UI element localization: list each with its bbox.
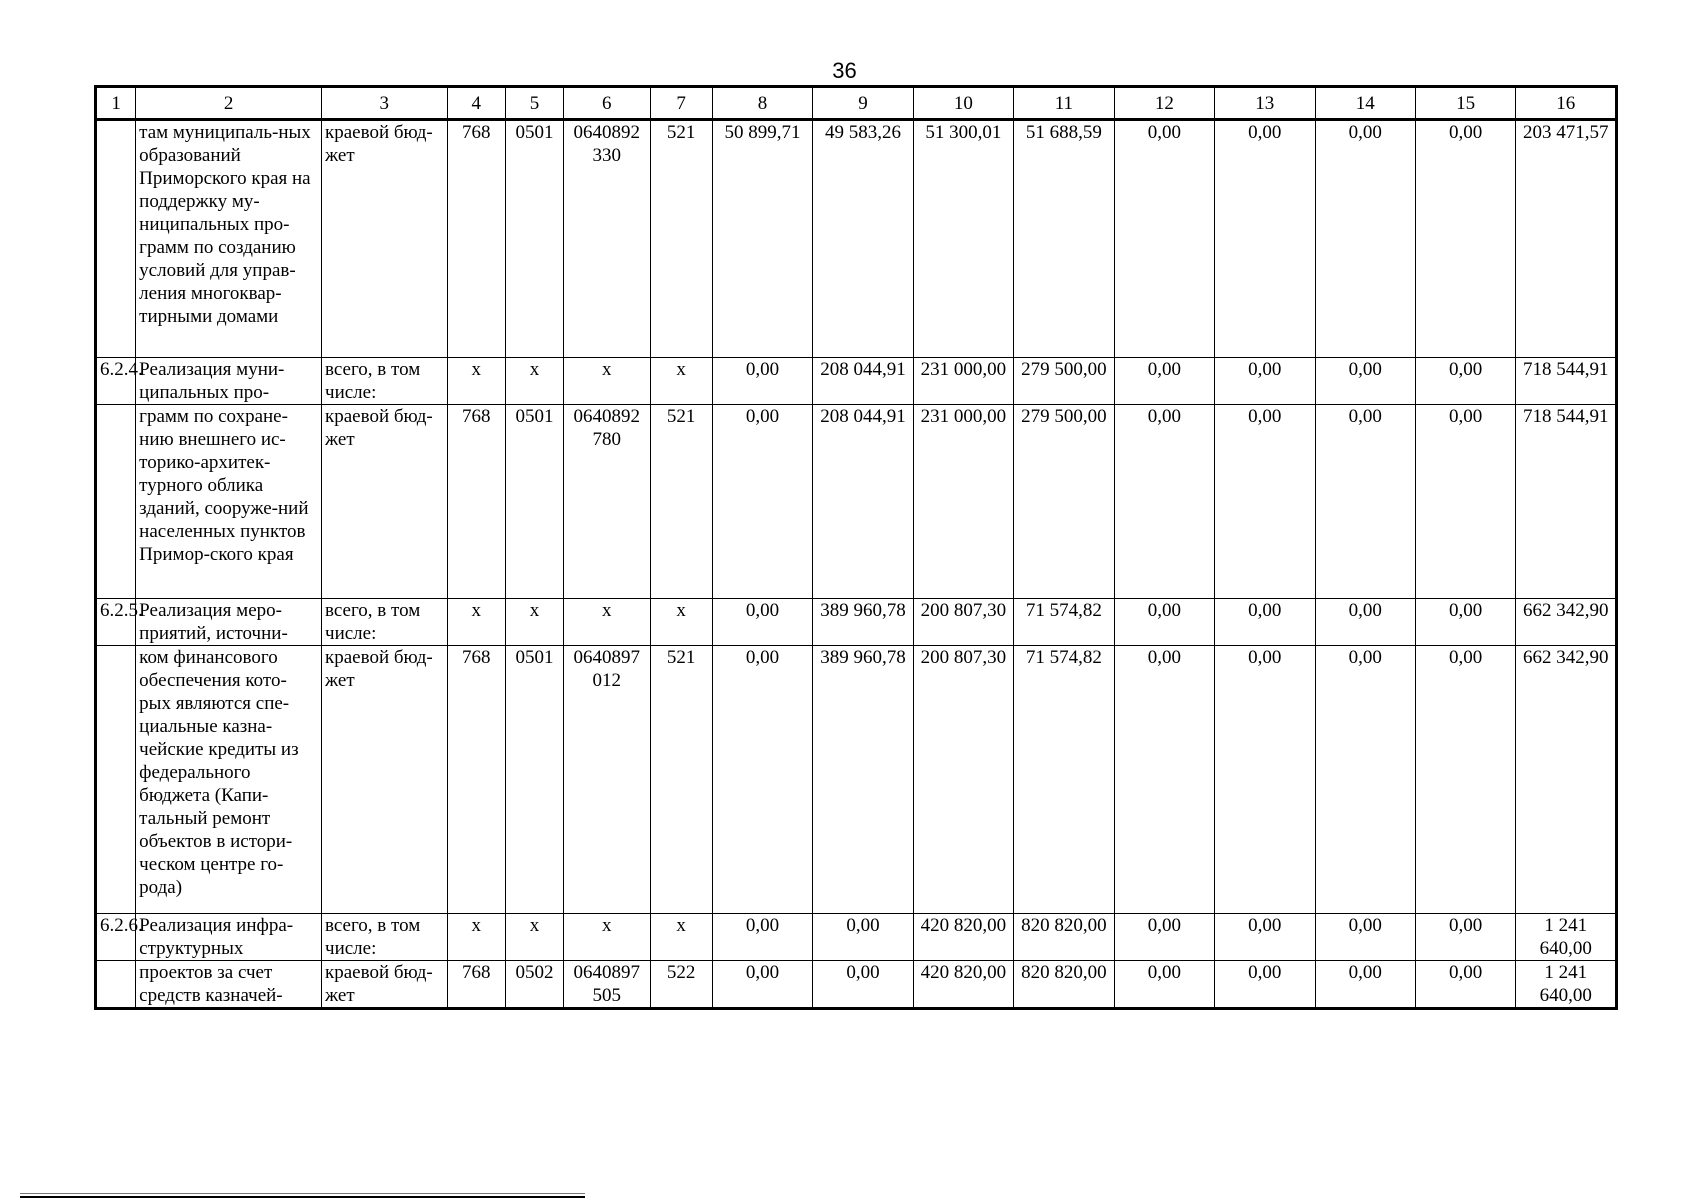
table-cell: x: [505, 599, 563, 646]
table-cell: 662 342,90: [1516, 599, 1617, 646]
table-cell: краевой бюд-жет: [322, 646, 448, 914]
budget-table: [94, 85, 1618, 1010]
table-cell: 0,00: [1315, 405, 1415, 599]
table-cell: краевой бюд-жет: [322, 961, 448, 1009]
table-cell: 768: [447, 405, 505, 599]
column-header: 7: [650, 87, 712, 120]
table-cell: 0,00: [1114, 914, 1214, 961]
table-cell: Реализация меро-приятий, источни-: [136, 599, 322, 646]
table-cell: 820 820,00: [1014, 961, 1114, 1009]
table-cell: 231 000,00: [913, 358, 1013, 405]
table-cell: 279 500,00: [1014, 358, 1114, 405]
table-row: [96, 599, 1617, 646]
table-row: [96, 914, 1617, 961]
table-cell: 820 820,00: [1014, 914, 1114, 961]
table-cell: 0,00: [1315, 961, 1415, 1009]
table-cell: 0501: [505, 646, 563, 914]
header-row: [96, 87, 1617, 120]
table-cell: 420 820,00: [913, 961, 1013, 1009]
table-cell: всего, в том числе:: [322, 599, 448, 646]
table-cell: 0,00: [712, 646, 812, 914]
table-cell: x: [447, 914, 505, 961]
column-header: 1: [96, 87, 136, 120]
table-cell: 0640892 330: [564, 120, 650, 358]
table-cell: 71 574,82: [1014, 646, 1114, 914]
table-cell: 0,00: [712, 914, 812, 961]
table-cell: x: [447, 358, 505, 405]
table-cell: 662 342,90: [1516, 646, 1617, 914]
footer-rule: [20, 1196, 585, 1198]
table-cell: 0,00: [1215, 120, 1315, 358]
table-cell: 0,00: [712, 405, 812, 599]
table-cell: 71 574,82: [1014, 599, 1114, 646]
table-cell: 208 044,91: [813, 358, 913, 405]
table-cell: там муниципаль-ных образований Приморского края на поддержку му-ниципальных про-грамм по созданию условий для управ-ления многоквар-тирными домами: [136, 120, 322, 358]
table-cell: Реализация муни-ципальных про-: [136, 358, 322, 405]
table-cell: 0,00: [1315, 599, 1415, 646]
table-cell: 0,00: [1114, 961, 1214, 1009]
table-cell: Реализация инфра-структурных: [136, 914, 322, 961]
column-header: 6: [564, 87, 650, 120]
table-cell: 0640897 012: [564, 646, 650, 914]
table-cell: 420 820,00: [913, 914, 1013, 961]
table-row: [96, 120, 1617, 358]
table-cell: 0,00: [1415, 120, 1515, 358]
table-cell: 521: [650, 646, 712, 914]
table-row: [96, 961, 1617, 1009]
table-cell: 0,00: [1415, 646, 1515, 914]
table-cell: 0640892 780: [564, 405, 650, 599]
column-header: 9: [813, 87, 913, 120]
column-header: 2: [136, 87, 322, 120]
footer-rule-shadow: [20, 1193, 585, 1194]
table-cell: 0,00: [1215, 961, 1315, 1009]
table-cell: 521: [650, 120, 712, 358]
table-cell: 49 583,26: [813, 120, 913, 358]
table-cell: 0,00: [1415, 599, 1515, 646]
table-cell: 0,00: [712, 599, 812, 646]
table-cell: 208 044,91: [813, 405, 913, 599]
table-cell: 0,00: [1315, 120, 1415, 358]
table-cell: x: [564, 599, 650, 646]
table-cell: проектов за счет средств казначей-: [136, 961, 322, 1009]
table-cell: x: [650, 914, 712, 961]
table-cell: 279 500,00: [1014, 405, 1114, 599]
table-cell: 0,00: [712, 961, 812, 1009]
table-cell: 0,00: [1415, 358, 1515, 405]
table-cell: краевой бюд-жет: [322, 120, 448, 358]
table-cell: x: [505, 914, 563, 961]
column-header: 3: [322, 87, 448, 120]
column-header: 4: [447, 87, 505, 120]
table-row: [96, 405, 1617, 599]
table-cell: 768: [447, 120, 505, 358]
table-cell: x: [564, 914, 650, 961]
table-cell: 0,00: [1114, 599, 1214, 646]
table-cell: 521: [650, 405, 712, 599]
table-cell: 389 960,78: [813, 646, 913, 914]
table-cell: x: [505, 358, 563, 405]
table-cell: 0,00: [1315, 358, 1415, 405]
table-cell: 0501: [505, 120, 563, 358]
table-cell: x: [447, 599, 505, 646]
table-row: [96, 358, 1617, 405]
table-cell: 50 899,71: [712, 120, 812, 358]
column-header: 14: [1315, 87, 1415, 120]
table-cell: [96, 646, 136, 914]
table-cell: 0,00: [1114, 120, 1214, 358]
column-header: 11: [1014, 87, 1114, 120]
table-cell: краевой бюд-жет: [322, 405, 448, 599]
column-header: 8: [712, 87, 812, 120]
table-cell: 6.2.5.: [96, 599, 136, 646]
table-cell: x: [650, 599, 712, 646]
table-cell: 1 241 640,00: [1516, 961, 1617, 1009]
table-cell: 203 471,57: [1516, 120, 1617, 358]
page-number: 36: [832, 58, 857, 83]
table-cell: 51 300,01: [913, 120, 1013, 358]
table-cell: всего, в том числе:: [322, 358, 448, 405]
table-cell: 200 807,30: [913, 599, 1013, 646]
table-cell: 0,00: [1415, 405, 1515, 599]
table-cell: 0,00: [1215, 358, 1315, 405]
table-row: [96, 646, 1617, 914]
table-cell: 0,00: [1215, 646, 1315, 914]
column-header: 13: [1215, 87, 1315, 120]
table-cell: 0,00: [1415, 914, 1515, 961]
table-cell: 0,00: [1215, 405, 1315, 599]
table-cell: 0501: [505, 405, 563, 599]
table-cell: [96, 405, 136, 599]
table-cell: 0,00: [1114, 646, 1214, 914]
table-cell: 522: [650, 961, 712, 1009]
column-header: 16: [1516, 87, 1617, 120]
table-cell: 0,00: [813, 961, 913, 1009]
table-cell: 0,00: [1415, 961, 1515, 1009]
table-cell: [96, 961, 136, 1009]
table-cell: 389 960,78: [813, 599, 913, 646]
column-header: 12: [1114, 87, 1214, 120]
table-cell: 718 544,91: [1516, 405, 1617, 599]
table-cell: 0502: [505, 961, 563, 1009]
table-cell: 6.2.4.: [96, 358, 136, 405]
table-cell: 0640897 505: [564, 961, 650, 1009]
table-cell: 6.2.6.: [96, 914, 136, 961]
table-cell: 0,00: [712, 358, 812, 405]
table-cell: [96, 120, 136, 358]
table-cell: 768: [447, 961, 505, 1009]
table-cell: 718 544,91: [1516, 358, 1617, 405]
table-cell: 0,00: [1315, 646, 1415, 914]
table-cell: 0,00: [813, 914, 913, 961]
table-cell: 0,00: [1215, 599, 1315, 646]
table-cell: 231 000,00: [913, 405, 1013, 599]
table-cell: ком финансового обеспечения кото-рых являются спе-циальные казна-чейские кредиты из федерального бюджета (Капи-тальный ремонт объектов в истори-ческом центре го-рода): [136, 646, 322, 914]
table-cell: 768: [447, 646, 505, 914]
table-cell: 200 807,30: [913, 646, 1013, 914]
table-cell: 0,00: [1215, 914, 1315, 961]
column-header: 15: [1415, 87, 1515, 120]
table-cell: 1 241 640,00: [1516, 914, 1617, 961]
column-header: 5: [505, 87, 563, 120]
table-cell: 0,00: [1315, 914, 1415, 961]
table-cell: 0,00: [1114, 358, 1214, 405]
table-cell: 0,00: [1114, 405, 1214, 599]
table-cell: x: [564, 358, 650, 405]
table-cell: всего, в том числе:: [322, 914, 448, 961]
table-cell: x: [650, 358, 712, 405]
table-cell: 51 688,59: [1014, 120, 1114, 358]
table-cell: грамм по сохране-нию внешнего ис-торико-архитек-турного облика зданий, сооруже-ний населенных пунктов Примор-ского края: [136, 405, 322, 599]
column-header: 10: [913, 87, 1013, 120]
